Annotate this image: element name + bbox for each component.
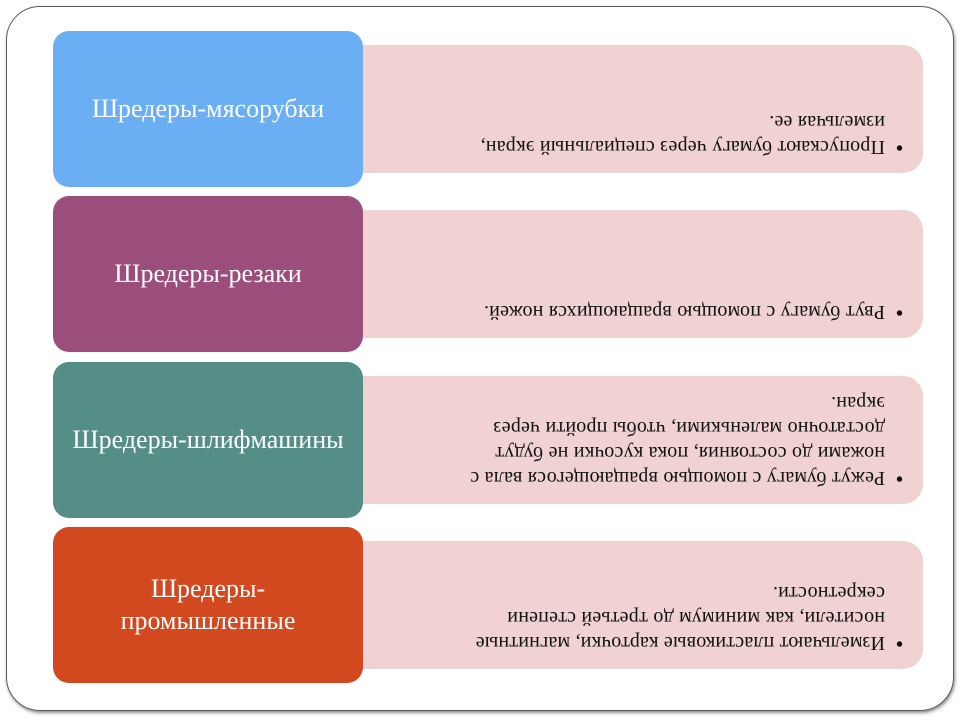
category-box xyxy=(53,196,363,352)
bullet-icon: • xyxy=(895,632,903,654)
description-body: Рвут бумагу с помощью вращающихся ножей. xyxy=(483,301,885,323)
category-box xyxy=(53,527,363,683)
description-text xyxy=(431,210,923,338)
category-label: Шредеры-промышленные xyxy=(120,574,296,635)
description-text xyxy=(431,376,923,504)
category-label: Шредеры-резаки xyxy=(114,259,302,288)
description-body: Пропускают бумагу через специальный экран, измельчая ее. xyxy=(480,111,885,158)
category-box xyxy=(53,31,363,187)
bullet-icon: • xyxy=(895,136,903,158)
description-box xyxy=(308,45,923,173)
category-label: Шредеры-шлифмашины xyxy=(72,425,344,454)
description-text xyxy=(431,45,923,173)
shredder-row-3 xyxy=(0,362,960,527)
shredder-row-1 xyxy=(0,31,960,196)
description-box xyxy=(308,376,923,504)
shredder-row-2 xyxy=(0,196,960,361)
category-label: Шредеры-мясорубки xyxy=(91,94,325,123)
category-box xyxy=(53,362,363,518)
description-body: Измельчают пластиковые карточки, магнитные носители, как минимум до третьей степени секретности. xyxy=(475,582,885,654)
shredder-row-4 xyxy=(0,527,960,692)
description-text xyxy=(431,541,923,669)
description-box xyxy=(308,210,923,338)
bullet-icon: • xyxy=(895,301,903,323)
bullet-icon: • xyxy=(895,467,903,489)
description-body: Режут бумагу с помощью вращающегося вала с ножами до состояния, пока кусочки не будут достаточно маленькими, чтобы пройти через экран. xyxy=(470,392,885,489)
description-box xyxy=(308,541,923,669)
